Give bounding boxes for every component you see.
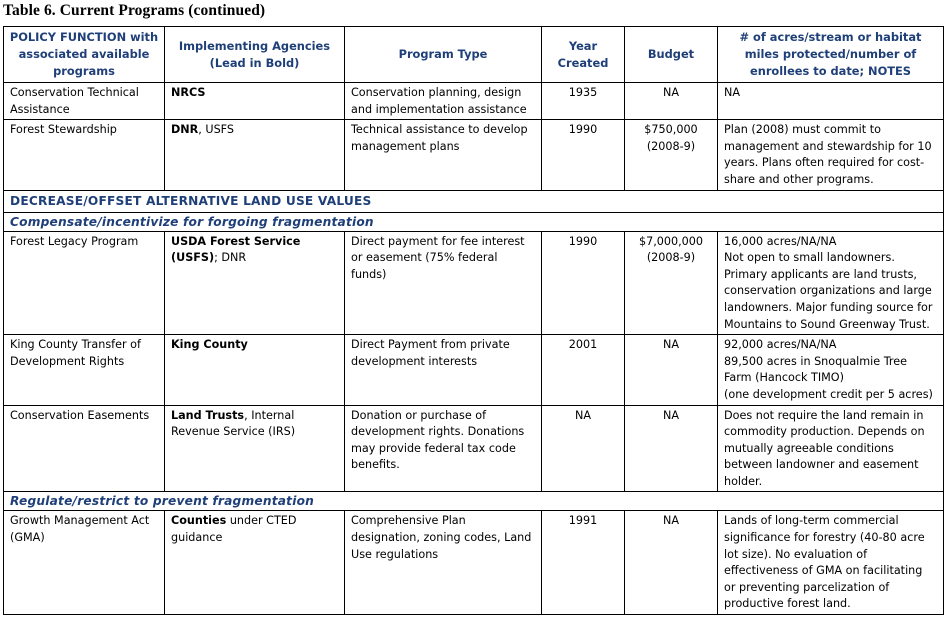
table-row (4, 511, 944, 615)
year-created: 1991 (568, 514, 598, 528)
notes-cell (718, 83, 944, 120)
year-cell (542, 511, 625, 615)
agencies-cell (165, 335, 345, 405)
subsection-title: Compensate/incentivize for forgoing fragmentation (4, 212, 944, 231)
budget-cell (625, 335, 718, 405)
year-cell (542, 405, 625, 492)
notes-cell (718, 120, 944, 190)
subsection-row (4, 492, 944, 511)
table-row (4, 405, 944, 492)
header-budget: Budget (625, 27, 718, 83)
subsection-row (4, 212, 944, 231)
budget-cell (625, 405, 718, 492)
program-name: Conservation Easements (10, 408, 150, 422)
budget-value: NA (662, 408, 680, 422)
table-row (4, 335, 944, 405)
program-type-cell (345, 511, 542, 615)
program-type: Direct payment for fee interest or easement (75% federal funds) (351, 234, 525, 281)
notes-text: NA (724, 86, 741, 99)
header-policy-function: POLICY FUNCTION with associated available programs (4, 27, 165, 83)
budget-value: NA (662, 86, 680, 99)
table-row (4, 120, 944, 190)
year-created: NA (574, 408, 592, 422)
programs-table (3, 26, 944, 615)
program-name: Growth Management Act (GMA) (10, 514, 150, 545)
year-created: 2001 (568, 338, 598, 352)
program-name: Conservation Technical Assistance (10, 86, 139, 116)
year-created: 1990 (568, 234, 598, 248)
notes-cell (718, 405, 944, 492)
program-type-cell (345, 83, 542, 120)
year-cell (542, 335, 625, 405)
lead-agency: King County (171, 338, 248, 352)
lead-agency: NRCS (171, 86, 206, 99)
notes-cell (718, 335, 944, 405)
budget-value: $750,000 (2008-9) (644, 123, 698, 153)
lead-agency: USDA Forest Service (USFS) (171, 234, 301, 265)
program-type: Comprehensive Plan designation, zoning codes, Land Use regulations (351, 514, 532, 561)
agencies-cell (165, 231, 345, 335)
header-program-type: Program Type (345, 27, 542, 83)
table-row (4, 83, 944, 120)
program-type: Conservation planning, design and implementation assistance (351, 86, 527, 116)
program-cell (4, 511, 165, 615)
agencies-cell (165, 83, 345, 120)
program-type-cell (345, 231, 542, 335)
lead-agency: Land Trusts (171, 408, 245, 422)
lead-agency: DNR (171, 123, 199, 137)
budget-cell (625, 231, 718, 335)
notes-text: Does not require the land remain in commodity production. Depends on mutually agreeable conditions between landowner and easement holder. (724, 408, 925, 488)
budget-cell (625, 83, 718, 120)
program-name: King County Transfer of Development Rights (10, 338, 141, 368)
budget-value: NA (662, 338, 680, 352)
program-cell (4, 83, 165, 120)
program-type: Donation or purchase of development rights. Donations may provide federal tax code benefits. (351, 408, 525, 472)
subsection-title: Regulate/restrict to prevent fragmentation (4, 492, 944, 511)
notes-cell (718, 231, 944, 335)
other-agencies: under CTED guidance (171, 514, 297, 545)
other-agencies: ; DNR (214, 251, 247, 265)
program-type-cell (345, 335, 542, 405)
year-created: 1935 (568, 86, 598, 99)
header-year-created: Year Created (542, 27, 625, 83)
year-cell (542, 231, 625, 335)
header-implementing-agencies: Implementing Agencies (Lead in Bold) (165, 27, 345, 83)
table-caption: Table 6. Current Programs (continued) (3, 2, 266, 19)
agencies-cell (165, 511, 345, 615)
program-name: Forest Legacy Program (10, 234, 139, 248)
agencies-cell (165, 120, 345, 190)
year-cell (542, 83, 625, 120)
lead-agency: Counties (171, 514, 227, 528)
program-type-cell (345, 405, 542, 492)
other-agencies: , Internal Revenue Service (IRS) (171, 408, 296, 439)
year-created: 1990 (568, 123, 598, 137)
section-row (4, 190, 944, 212)
program-type-cell (345, 120, 542, 190)
program-cell (4, 120, 165, 190)
budget-cell (625, 511, 718, 615)
budget-value: NA (662, 514, 680, 528)
notes-text: 92,000 acres/NA/NA 89,500 acres in Snoqualmie Tree Farm (Hancock TIMO) (one development credit per 5 acres) (724, 338, 933, 401)
other-agencies: , USFS (198, 123, 235, 137)
section-title: DECREASE/OFFSET ALTERNATIVE LAND USE VALUES (4, 190, 944, 212)
notes-text: Lands of long-term commercial significance for forestry (40-80 acre lot size). No evaluation of effectiveness of GMA on facilitating or preventing parcelization of productive forest land. (724, 514, 925, 611)
agencies-cell (165, 405, 345, 492)
program-type: Direct Payment from private development interests (351, 338, 510, 368)
program-name: Forest Stewardship (10, 123, 117, 137)
header-row (4, 27, 944, 83)
program-cell (4, 335, 165, 405)
program-cell (4, 231, 165, 335)
header-notes: # of acres/stream or habitat miles protected/number of enrollees to date; NOTES (718, 27, 944, 83)
program-type: Technical assistance to develop management plans (351, 123, 528, 153)
notes-cell (718, 511, 944, 615)
notes-text: 16,000 acres/NA/NA Not open to small landowners. Primary applicants are land trusts, conservation organizations and large landowners. Major funding source for Mountains to Sound Greenway Trust. (724, 234, 933, 331)
budget-value: $7,000,000 (2008-9) (638, 234, 704, 265)
budget-cell (625, 120, 718, 190)
notes-text: Plan (2008) must commit to management and stewardship for 10 years. Plans often required for cost-share and other programs. (724, 123, 932, 186)
table-row (4, 231, 944, 335)
program-cell (4, 405, 165, 492)
year-cell (542, 120, 625, 190)
